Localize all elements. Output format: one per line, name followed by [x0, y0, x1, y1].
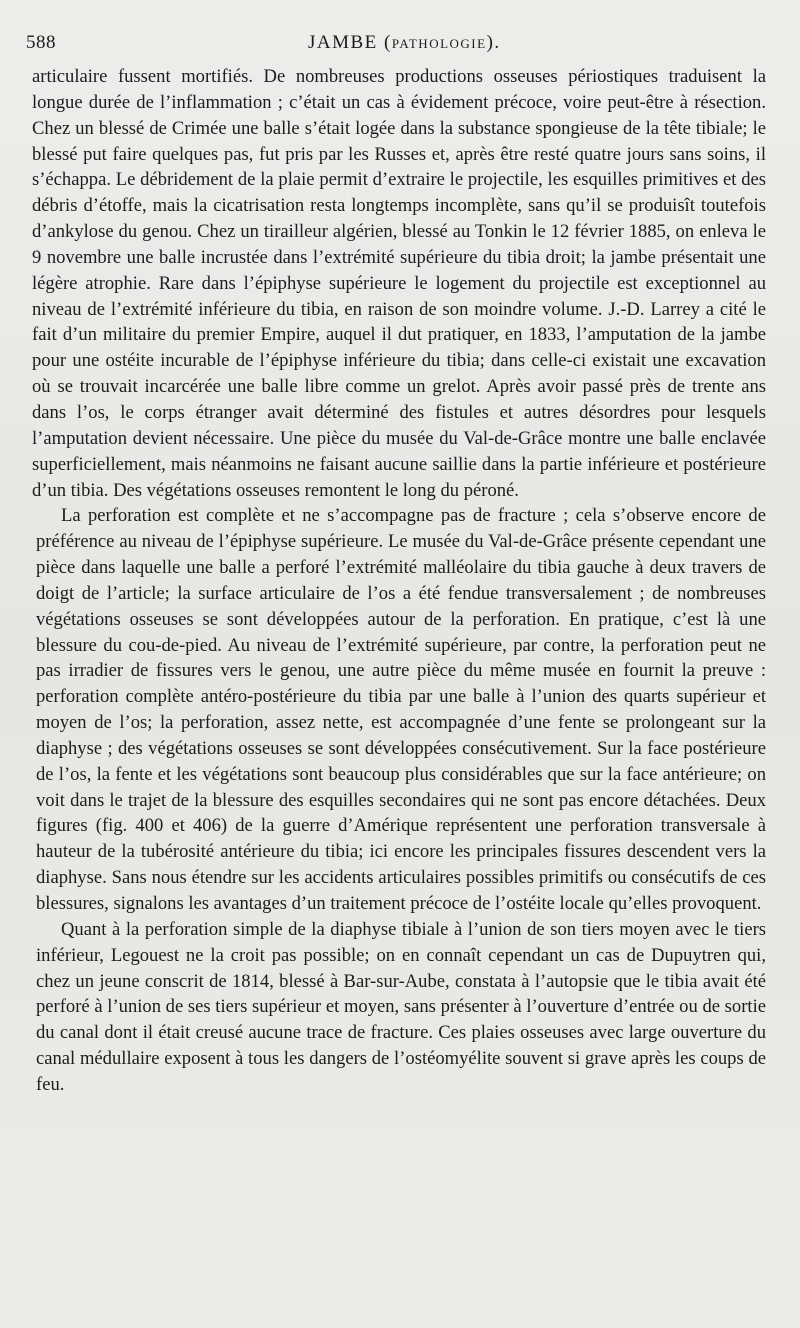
paragraph-2: La perforation est complète et ne s’accompagne pas de fracture ; cela s’observe encore de préférence au niveau de l’épiphyse supérieure. Le musée du Val-de-Grâce présente cependant une pièce dans laquelle une balle a perforé l’extrémité malléolaire du tibia gauche à deux travers de doigt de l’article; la surface articulaire de l’os a été fendue transversalement ; de nombreuses végétations osseuses se sont développées autour de la perforation. En pratique, c’est là une blessure du cou-de-pied. Au niveau de l’extrémité supérieure, par contre, la perforation peut ne pas irradier de fissures vers le genou, une autre pièce du même musée en fournit la preuve : perforation complète antéro-postérieure du tibia par une balle à l’union des quarts supérieur et moyen de l’os; la perforation, assez nette, est accompagnée d’une fente se prolongeant sur la diaphyse ; des végétations osseuses se sont développées consécutivement. Sur la face postérieure de l’os, la fente et les végétations sont beaucoup plus considérables que sur la face antérieure; on voit dans le trajet de la blessure des esquilles secondaires qui ne sont pas encore détachées. Deux figures (fig. 400 et 406) de la guerre d’Amérique représentent une perforation transversale à hauteur de la tubérosité antérieure du tibia; ici encore les principales fissures descendent vers la diaphyse. Sans nous étendre sur les accidents articulaires possibles primitifs ou consécutifs de ces blessures, signalons les avantages d’un traitement précoce de l’ostéite locale qu’elles provoquent. [36, 505, 766, 914]
paragraph-3: Quant à la perforation simple de la diaphyse tibiale à l’union de son tiers moyen avec le tiers inférieur, Legouest ne la croit pas possible; on en connaît cependant un cas de Dupuytren qui, chez un jeune conscrit de 1814, blessé à Bar-sur-Aube, constata à l’autopsie que le tibia avait été perforé à l’union de ses tiers supérieur et moyen, sans présenter à l’ouverture d’entrée ou de sortie du canal dont il était creusé aucune trace de fracture. Ces plaies osseuses avec large ouverture du canal médullaire exposent à tous les dangers de l’ostéomyélite souvent si grave après les coups de feu. [36, 918, 766, 1095]
running-title [308, 32, 501, 54]
running-title-paren-open: ( [377, 32, 392, 53]
running-title-paren-close: ). [486, 32, 501, 53]
page-number: 588 [26, 32, 56, 53]
page-header [26, 32, 746, 62]
paragraph-1: articulaire fussent mortifiés. De nombreuses productions osseuses périostiques traduisent la longue durée de l’inflammation ; c’était un cas à évidement précoce, voire peut-être à résection. Chez un blessé de Crimée une balle s’était logée dans la substance spongieuse de la tête tibiale; le blessé put faire quelques pas, fut pris par les Russes et, après être resté quatre jours sans soins, il s’échappa. Le débridement de la plaie permit d’extraire le projectile, les esquilles primitives et des débris d’étoffe, mais la cicatrisation resta longtemps incomplète, sans qu’il se produisît toutefois d’ankylose du genou. Chez un tirailleur algérien, blessé au Tonkin le 12 février 1885, on enleva le 9 novembre une balle incrustée dans l’extrémité supérieure du tibia droit; la jambe présentait une légère atrophie. Rare dans l’épiphyse supérieure le logement du projectile est exceptionnel au niveau de l’extrémité inférieure du tibia, en raison de son moindre volume. J.-D. Larrey a cité le fait d’un militaire du premier Empire, auquel il dut pratiquer, en 1833, l’amputation de la jambe pour une ostéite incurable de l’épiphyse inférieure du tibia; dans celle-ci existait une excavation où se trouvait incarcérée une balle libre comme un grelot. Après avoir passé près de trente ans dans l’os, le corps étranger avait déterminé des fistules et autres désordres pour lesquels l’amputation devient nécessaire. Une pièce du musée du Val-de-Grâce montre une balle enclavée superficiellement, mais néanmoins ne faisant aucune saillie dans la partie inférieure et postérieure d’un tibia. Des végétations osseuses remontent le long du péroné. [32, 66, 766, 501]
running-title-main: JAMBE [308, 32, 378, 53]
body-text [32, 64, 766, 1098]
running-title-sub: PATHOLOGIE [391, 36, 487, 51]
